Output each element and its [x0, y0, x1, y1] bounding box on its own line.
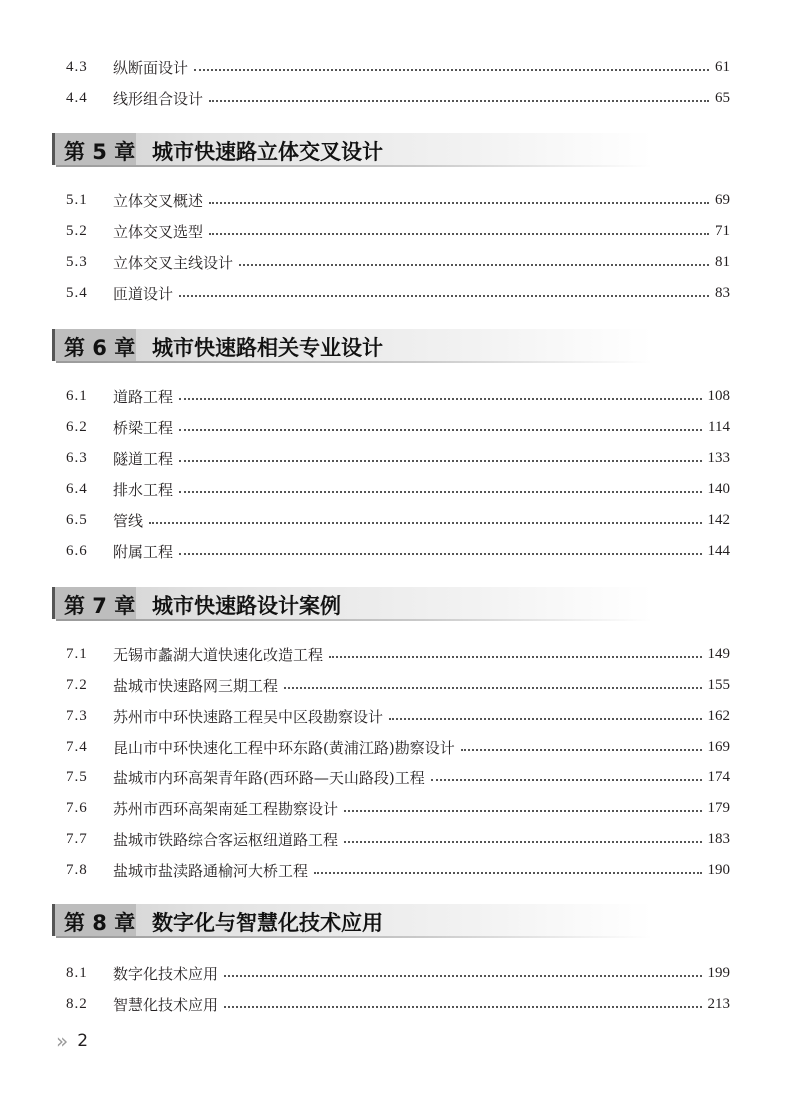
toc-entry-7-4[interactable] — [66, 735, 730, 759]
toc-entry-7-1[interactable] — [66, 642, 730, 666]
page-number: 169 — [707, 738, 730, 755]
toc-entry-7-6[interactable] — [66, 796, 730, 820]
chapter-title: 城市快速路立体交叉设计 — [152, 140, 383, 164]
page-number: 133 — [707, 449, 730, 466]
section-title: 立体交叉主线设计 — [113, 253, 234, 272]
toc-entry-7-8[interactable] — [66, 858, 730, 882]
toc-entry-7-5[interactable] — [66, 765, 730, 789]
section-number: 6.1 — [66, 387, 88, 404]
toc-entry-6-1[interactable] — [66, 384, 730, 408]
page-number: 144 — [707, 542, 730, 559]
toc-entry-7-7[interactable] — [66, 827, 730, 851]
dot-leader — [224, 1005, 701, 1008]
page-number: 142 — [707, 511, 730, 528]
toc-entry-6-6[interactable] — [66, 539, 730, 563]
section-title: 盐城市快速路网三期工程 — [113, 676, 279, 695]
dot-leader — [314, 871, 701, 874]
section-title: 盐城市内环高架青年路(西环路—天山路段)工程 — [113, 768, 425, 787]
section-title: 隧道工程 — [113, 449, 174, 468]
dot-leader — [209, 201, 709, 204]
dot-leader — [224, 974, 701, 977]
chapter-label: 第 7 章 — [64, 594, 136, 618]
section-number: 5.2 — [66, 222, 88, 239]
toc-entry-6-2[interactable] — [66, 415, 730, 439]
page-number: 183 — [707, 830, 730, 847]
section-title: 线形组合设计 — [113, 89, 204, 108]
dot-leader — [239, 263, 709, 266]
toc-entry-7-2[interactable] — [66, 673, 730, 697]
dot-leader — [209, 232, 709, 235]
section-number: 8.2 — [66, 995, 88, 1012]
section-title: 数字化技术应用 — [113, 964, 219, 983]
page-number: 71 — [715, 222, 730, 239]
page-number: 179 — [707, 799, 730, 816]
page-number: 69 — [715, 191, 730, 208]
chapter-title: 数字化与智慧化技术应用 — [152, 911, 383, 935]
dot-leader — [329, 655, 701, 658]
section-number: 6.2 — [66, 418, 88, 435]
section-title: 立体交叉概述 — [113, 191, 204, 210]
page-number: 213 — [707, 995, 730, 1012]
page-number: 199 — [707, 964, 730, 981]
section-number: 7.2 — [66, 676, 88, 693]
section-number: 7.6 — [66, 799, 88, 816]
chapter-6-header[interactable] — [52, 329, 652, 363]
section-number: 8.1 — [66, 964, 88, 981]
section-number: 5.1 — [66, 191, 88, 208]
section-number: 6.5 — [66, 511, 88, 528]
section-title: 道路工程 — [113, 387, 174, 406]
dot-leader — [179, 294, 709, 297]
dot-leader — [284, 686, 701, 689]
section-number: 7.1 — [66, 645, 88, 662]
toc-entry-5-3[interactable] — [66, 250, 730, 274]
section-title: 桥梁工程 — [113, 418, 174, 437]
double-chevron-icon: » — [56, 1029, 66, 1053]
dot-leader — [344, 809, 701, 812]
section-title: 立体交叉选型 — [113, 222, 204, 241]
footer-page-number: 2 — [77, 1031, 89, 1051]
dot-leader — [344, 840, 701, 843]
section-title: 无锡市蠡湖大道快速化改造工程 — [113, 645, 324, 664]
toc-entry-6-5[interactable] — [66, 508, 730, 532]
toc-entry-4-3[interactable] — [66, 55, 730, 79]
toc-entry-4-4[interactable] — [66, 86, 730, 110]
dot-leader — [389, 717, 701, 720]
section-number: 6.6 — [66, 542, 88, 559]
section-number: 7.5 — [66, 768, 88, 785]
section-number: 7.4 — [66, 738, 88, 755]
dot-leader — [179, 428, 702, 431]
toc-entry-5-2[interactable] — [66, 219, 730, 243]
section-number: 5.4 — [66, 284, 88, 301]
dot-leader — [194, 68, 709, 71]
page-number: 190 — [707, 861, 730, 878]
section-number: 6.3 — [66, 449, 88, 466]
chapter-bar-shadow — [56, 619, 652, 621]
page-number: 155 — [707, 676, 730, 693]
section-title: 苏州市中环快速路工程吴中区段勘察设计 — [113, 707, 384, 726]
chapter-label: 第 6 章 — [64, 336, 136, 360]
chapter-label: 第 5 章 — [64, 140, 136, 164]
section-number: 4.4 — [66, 89, 88, 106]
toc-entry-5-4[interactable] — [66, 281, 730, 305]
page-number: 149 — [707, 645, 730, 662]
dot-leader — [179, 490, 701, 493]
chapter-title: 城市快速路相关专业设计 — [152, 336, 383, 360]
section-number: 5.3 — [66, 253, 88, 270]
section-title: 盐城市盐渎路通榆河大桥工程 — [113, 861, 309, 880]
chapter-5-header[interactable] — [52, 133, 652, 167]
section-title: 苏州市西环高架南延工程勘察设计 — [113, 799, 339, 818]
section-title: 匝道设计 — [113, 284, 174, 303]
section-number: 7.8 — [66, 861, 88, 878]
section-title: 盐城市铁路综合客运枢纽道路工程 — [113, 830, 339, 849]
chapter-label: 第 8 章 — [64, 911, 136, 935]
section-number: 6.4 — [66, 480, 88, 497]
section-title: 昆山市中环快速化工程中环东路(黄浦江路)勘察设计 — [113, 738, 455, 757]
page-number: 162 — [707, 707, 730, 724]
section-title: 排水工程 — [113, 480, 174, 499]
page-number: 108 — [707, 387, 730, 404]
section-title: 管线 — [113, 511, 144, 530]
page-number: 174 — [707, 768, 730, 785]
page-number: 83 — [715, 284, 730, 301]
chapter-7-header[interactable] — [52, 587, 652, 621]
section-title: 附属工程 — [113, 542, 174, 561]
page-number: 140 — [707, 480, 730, 497]
page-footer — [56, 1030, 88, 1052]
chapter-8-header[interactable] — [52, 904, 652, 938]
toc-entry-6-3[interactable] — [66, 446, 730, 470]
toc-entry-8-1[interactable] — [66, 961, 730, 985]
page-number: 65 — [715, 89, 730, 106]
chapter-title: 城市快速路设计案例 — [152, 594, 341, 618]
toc-entry-5-1[interactable] — [66, 188, 730, 212]
section-title: 智慧化技术应用 — [113, 995, 219, 1014]
toc-entry-6-4[interactable] — [66, 477, 730, 501]
toc-entry-7-3[interactable] — [66, 704, 730, 728]
section-title: 纵断面设计 — [113, 58, 189, 77]
dot-leader — [179, 459, 701, 462]
dot-leader — [461, 748, 702, 751]
dot-leader — [431, 778, 702, 781]
page-number: 114 — [708, 418, 730, 435]
page-number: 61 — [715, 58, 730, 75]
section-number: 4.3 — [66, 58, 88, 75]
section-number: 7.3 — [66, 707, 88, 724]
dot-leader — [179, 397, 701, 400]
dot-leader — [179, 552, 701, 555]
page-number: 81 — [715, 253, 730, 270]
chapter-bar — [52, 587, 652, 619]
dot-leader — [209, 99, 709, 102]
toc-entry-8-2[interactable] — [66, 992, 730, 1016]
dot-leader — [149, 521, 701, 524]
section-number: 7.7 — [66, 830, 88, 847]
